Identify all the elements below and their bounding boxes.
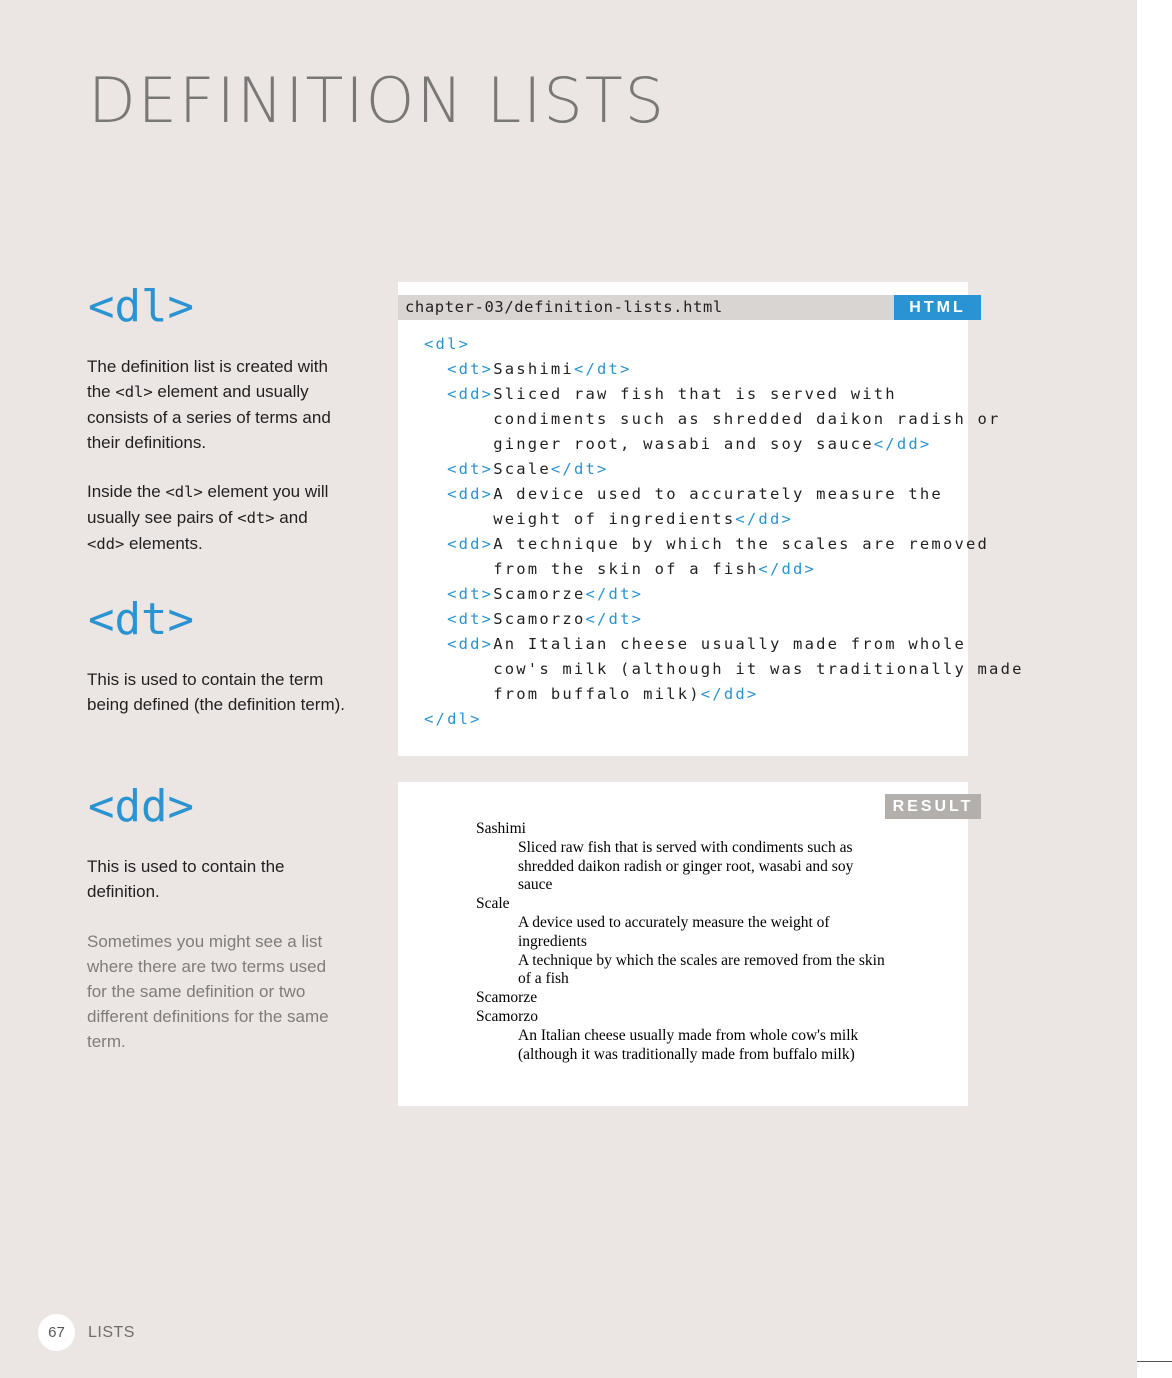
section-heading-dd: <dd> [88, 781, 194, 832]
code-tag: </dt> [585, 610, 644, 628]
code-line [424, 582, 1024, 607]
text-run: Inside the [87, 482, 166, 501]
code-text [424, 535, 447, 553]
code-text: A device used to accurately measure the [493, 485, 943, 503]
code-tag: </dt> [550, 460, 609, 478]
result-term: Sashimi [476, 820, 526, 837]
code-line [424, 457, 1024, 482]
dt-description [87, 667, 349, 717]
dl-pairs-description [87, 479, 349, 557]
inline-code: <dd> [87, 535, 125, 553]
text-run: elements. [124, 534, 203, 553]
side-note: Sometimes you might see a list where there are two terms used for the same definition or two different definitions for the same term. [87, 932, 329, 1051]
code-text: cow's milk (although it was traditionally made [424, 660, 1024, 678]
text-run: This is used to contain the term being defined (the definition term). [87, 670, 345, 714]
result-term: Scamorzo [476, 1007, 538, 1025]
result-term: Scale [476, 895, 510, 913]
code-tag: </dd> [700, 685, 759, 703]
code-text: ginger root, wasabi and soy sauce [424, 435, 874, 453]
code-text: Scamorze [493, 585, 586, 603]
code-text [424, 360, 447, 378]
code-filename: chapter-03/definition-lists.html [405, 298, 723, 316]
code-tag: <dt> [447, 585, 494, 603]
code-line [424, 507, 1024, 532]
code-tag: <dd> [447, 635, 494, 653]
code-text [424, 635, 447, 653]
running-footer-section: LISTS [88, 1324, 135, 1341]
result-definition: A device used to accurately measure the weight of ingredients [518, 913, 830, 950]
code-tag: <dt> [447, 610, 494, 628]
text-run: This is used to contain the definition. [87, 857, 285, 901]
code-text: A technique by which the scales are removed [493, 535, 990, 553]
text-run: The definition list is created with the [87, 357, 328, 401]
code-tag: <dd> [447, 385, 494, 403]
code-text: from buffalo milk) [424, 685, 701, 703]
code-tag: <dd> [447, 485, 494, 503]
page-title: DEFINITION LISTS [88, 64, 666, 137]
code-tag: <dt> [447, 460, 494, 478]
code-text: condiments such as shredded daikon radish or [424, 410, 1001, 428]
code-text [424, 385, 447, 403]
code-text: Sliced raw fish that is served with [493, 385, 897, 403]
code-line [424, 707, 1024, 732]
section-heading-dl: <dl> [88, 281, 194, 332]
result-term: Scamorze [476, 989, 538, 1007]
code-tag: </dl> [424, 710, 482, 728]
rendered-definition-list [476, 820, 890, 1064]
code-text: Scale [493, 460, 551, 478]
code-line [424, 532, 1024, 557]
text-run: and [274, 508, 308, 527]
code-tag: </dt> [585, 585, 644, 603]
code-line [424, 632, 1024, 657]
code-text [424, 585, 447, 603]
html-badge: HTML [894, 295, 981, 320]
inline-code: <dl> [165, 483, 203, 501]
page-edge-rule [1137, 1361, 1172, 1362]
result-badge: RESULT [885, 794, 981, 819]
code-tag: <dt> [447, 360, 494, 378]
code-header-bar [398, 295, 981, 320]
result-definition: A technique by which the scales are removed from the skin of a fish [518, 951, 885, 988]
code-text: from the skin of a fish [424, 560, 759, 578]
code-text: weight of ingredients [424, 510, 736, 528]
code-tag: <dl> [424, 335, 471, 353]
code-tag: </dd> [873, 435, 932, 453]
code-text: Sashimi [493, 360, 574, 378]
code-line [424, 357, 1024, 382]
code-line [424, 382, 1024, 407]
code-line [424, 607, 1024, 632]
code-line [424, 332, 1024, 357]
code-tag: </dt> [573, 360, 632, 378]
code-listing [424, 332, 1024, 732]
code-example-panel [398, 282, 1024, 756]
inline-code: <dl> [115, 383, 153, 401]
code-line [424, 557, 1024, 582]
code-line [424, 407, 1024, 432]
code-line [424, 432, 1024, 457]
result-panel [398, 782, 974, 1106]
result-definition: An Italian cheese usually made from whole cow's milk (although it was traditionally made from buffalo milk) [518, 1026, 859, 1063]
inline-code: <dt> [237, 509, 275, 527]
code-text [424, 485, 447, 503]
code-tag: </dd> [735, 510, 794, 528]
code-tag: <dd> [447, 535, 494, 553]
text-run: element you will usually see pairs of [87, 482, 329, 527]
code-line [424, 682, 1024, 707]
result-definition: Sliced raw fish that is served with condiments such as shredded daikon radish or ginger root, wasabi and soy sauce [518, 838, 854, 894]
page-number: 67 [38, 1314, 75, 1351]
code-text [424, 460, 447, 478]
code-line [424, 482, 1024, 507]
code-text: Scamorzo [493, 610, 586, 628]
code-text: An Italian cheese usually made from whole [493, 635, 967, 653]
code-tag: </dd> [758, 560, 817, 578]
code-text [424, 610, 447, 628]
dd-description [87, 854, 349, 904]
dl-description [87, 354, 349, 455]
code-line [424, 657, 1024, 682]
section-heading-dt: <dt> [88, 594, 194, 645]
text-run: element and usually consists of a series of terms and their definitions. [87, 382, 331, 452]
